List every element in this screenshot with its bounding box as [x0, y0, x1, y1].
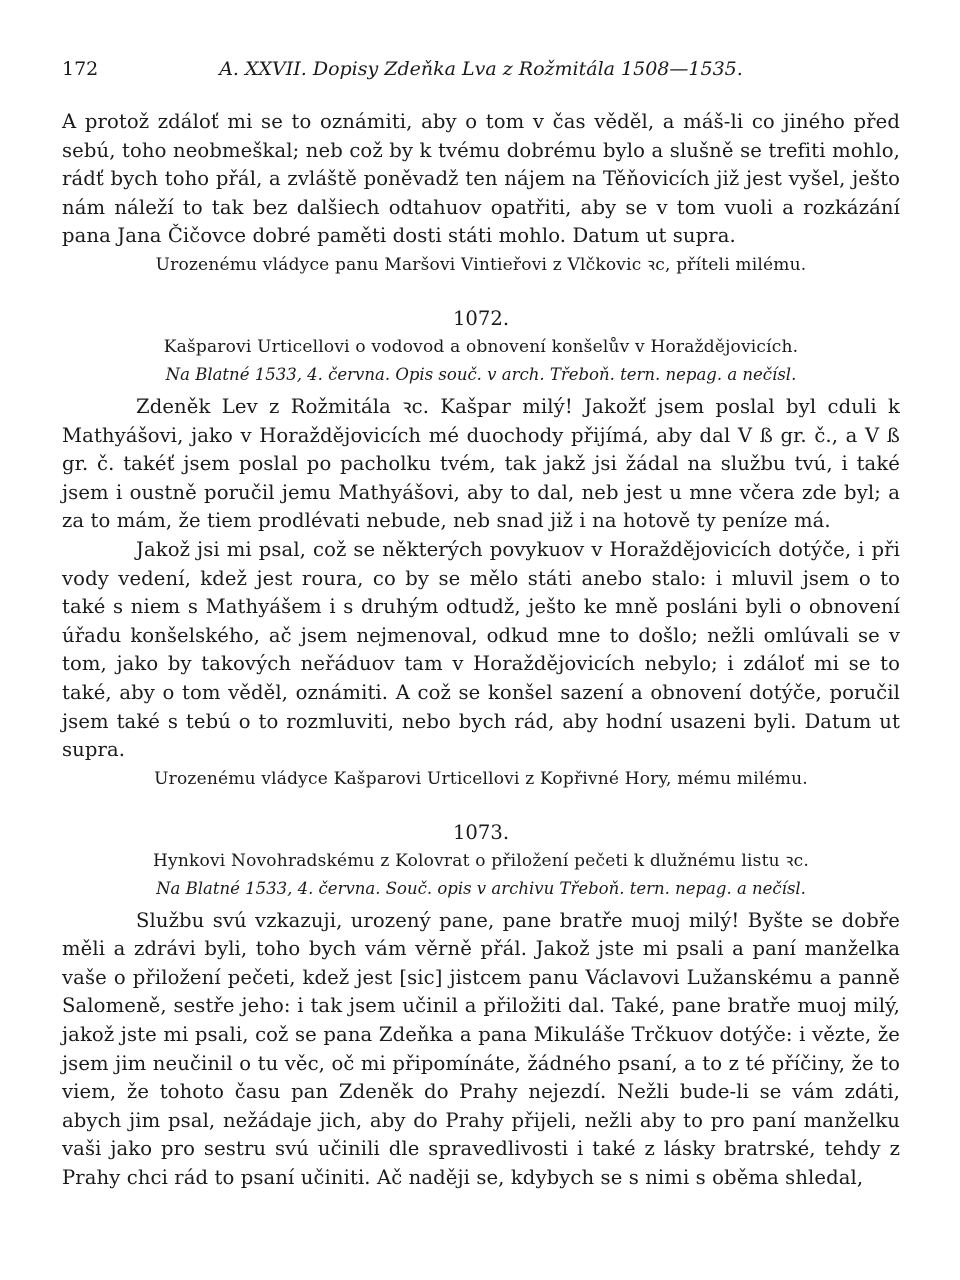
document-heading: Hynkovi Novohradskému z Kolovrat o přiložení pečeti k dlužnému listu ꝛc.	[153, 850, 809, 871]
document-source-note: Na Blatné 1533, 4. června. Opis souč. v arch. Třeboň. tern. nepag. a nečísl.	[165, 364, 797, 384]
document-1073	[62, 819, 900, 1193]
letter-paragraph: Službu svú vzkazuji, urozený pane, pane bratře muoj milý! Byšte se dobře měli a zdrávi byli, toho bych vám věrně přál. Jakož jste mi psali a paní manželka vaše o přiložení pečeti, kdež jest [sic] jistcem panu Václavovi Lužanskému a panně Salomeně, sestře jeho: i tak jsem učinil a přiložiti dal. Také, pane bratře muoj milý, jakož jste mi psali, což se pana Zdeňka a pana Mikuláše Trčkuov dotýče: i vězte, že jsem jim neučinil o tu věc, oč mi připomínáte, žádného psaní, a to z té příčiny, že to viem, že tohoto času pan Zdeněk do Prahy nejezdí. Nežli bude-li se vám zdáti, abych jim psal, nežádaje jich, aby do Prahy přijeli, nežli aby to pro paní manželku vaši jako pro sestru svú učinili dle spravedlivosti i také z lásky bratrské, tehdy z Prahy chci rád to psaní učiniti. Ač naději se, kdybych se s nimi s oběma shledal,	[62, 908, 900, 1190]
letter-paragraph: Zdeněk Lev z Rožmitála ꝛc. Kašpar milý! Jakožť jsem poslal byl cduli k Mathyášovi, jako v Horaždějovicích mé duochody přijímá, aby dal V ß gr. č., a V ß gr. č. takéť jsem poslal po pacholku tvém, tak jakž jsi žádal na službu tvú, i také jsem i oustně poručil jemu Mathyášovi, aby to dal, neb jest u mne včera zde byl; a za to mám, že tiem prodlévati nebude, neb snad již i na hotově ty peníze má.	[62, 394, 900, 533]
document-heading: Kašparovi Urticellovi o vodovod a obnovení konšelův v Horaždějovicích.	[163, 336, 799, 357]
letter-address: Urozenému vládyce Kašparovi Urticellovi z Kopřivné Hory, mému milému.	[154, 768, 808, 789]
continuation-paragraph: A protož zdáloť mi se to oznámiti, aby o tom v čas věděl, a máš-li co jiného před sebú, toho neobmeškal; neb což by k tvému dobrému bylo a slušně se trefiti mohlo, rádť bych toho přál, a zvláště poněvadž ten nájem na Těňovicích již jest vyšel, ješto nám náleží to tak bez dalšiech odtahuov opatřiti, aby se v tom vuoli a rozkázání pana Jana Čičovce dobré paměti dosti státi mohlo. Datum ut supra.	[62, 110, 900, 248]
running-head	[62, 58, 900, 88]
continuation-address: Urozenému vládyce panu Maršovi Vintieřovi z Vlčkovic ꝛc, příteli milému.	[155, 254, 807, 275]
document-1072	[62, 305, 900, 793]
running-title: A. XXVII. Dopisy Zdeňka Lva z Rožmitála 1508—1535.	[219, 58, 743, 80]
document-source-note: Na Blatné 1533, 4. června. Souč. opis v archivu Třeboň. tern. nepag. a nečísl.	[156, 878, 806, 898]
document-number: 1073.	[452, 820, 510, 844]
book-page	[62, 58, 900, 1193]
letter-paragraph: Jakož jsi mi psal, což se některých povykuov v Horaždějovicích dotýče, i při vody vedení, kdež jest roura, co by se mělo státi anebo stalo: i mluvil jsem o to také s niem s Mathyášem i s druhým odtudž, ješto ke mně posláni byli o obnovení úřadu konšelského, ač jsem nejmenoval, odkud mne to došlo; nežli omlúvali se v tom, jako by takových neřáduov tam v Horaždějovicích nebylo; i zdáloť mi se to také, aby o tom věděl, oznámiti. A což se konšel sazení a obnovení dotýče, poručil jsem také s tebú o to rozmluviti, nebo bych rád, aby hodní usazeni byli. Datum ut supra.	[62, 537, 900, 762]
document-number: 1072.	[452, 306, 510, 330]
page-number: 172	[62, 58, 99, 80]
